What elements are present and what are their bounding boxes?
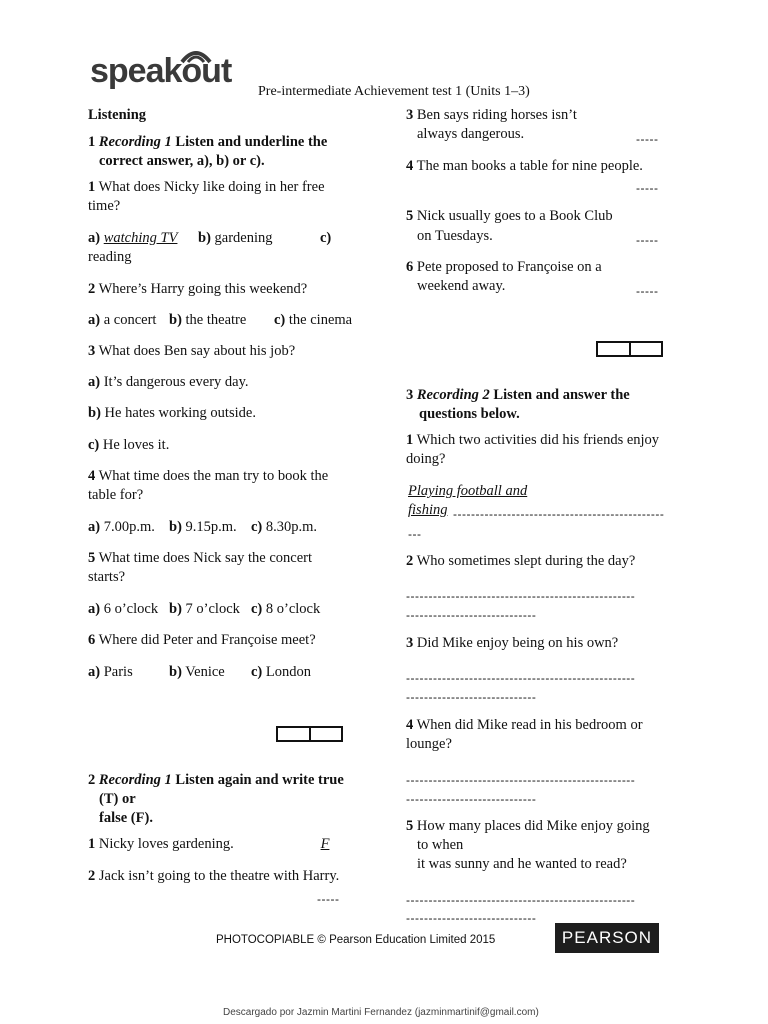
q2-item-2-blank[interactable]: ----- — [317, 892, 340, 906]
q1-item-4: 4 What time does the man try to book the — [88, 468, 329, 484]
q3-item-1-line[interactable]: ----------------------------------------------- — [453, 507, 665, 521]
q3-item-2: 2 Who sometimes slept during the day? — [406, 553, 636, 569]
q2-item-1: 1 Nicky loves gardening. — [88, 836, 234, 852]
q2-item-2: 2 Jack isn’t going to the theatre with Harry. — [88, 868, 340, 884]
score-box-q1 — [276, 726, 343, 742]
q1-item-1: 1 What does Nicky like doing in her free — [88, 179, 325, 195]
tf-item-4-blank[interactable]: ----- — [636, 181, 659, 195]
q1-item-5: 5 What time does Nick say the concert — [88, 550, 313, 566]
q2-heading: 2 Recording 1 Listen again and write true — [88, 772, 344, 788]
logo-wave-icon — [176, 44, 216, 64]
tf-item-6-blank[interactable]: ----- — [636, 284, 659, 298]
tf-item-5: 5 Nick usually goes to a Book Club — [406, 208, 613, 224]
q1-heading: 1 Recording 1 Listen and underline the — [88, 134, 328, 150]
q3-item-3: 3 Did Mike enjoy being on his own? — [406, 635, 619, 651]
q1-answers-1: a) watching TV — [88, 230, 178, 246]
q3-item-1: 1 Which two activities did his friends enjoy — [406, 432, 660, 448]
q3-heading: 3 Recording 2 Listen and answer the — [406, 387, 630, 403]
score-box-q2 — [596, 341, 663, 357]
pearson-logo: PEARSON — [555, 923, 659, 953]
q2-item-1-answer: F — [320, 836, 330, 852]
tf-item-6: 6 Pete proposed to Françoise on a — [406, 259, 602, 275]
logo-text: speakout — [90, 52, 232, 90]
q3-item-5-line[interactable]: --------------------------------------------------- — [406, 893, 636, 907]
q1-item-3: 3 What does Ben say about his job? — [88, 343, 296, 359]
q3-item-2-line[interactable]: --------------------------------------------------- — [406, 589, 636, 603]
q3-item-1-answer: Playing football and — [408, 483, 528, 499]
tf-item-3: 3 Ben says riding horses isn’t — [406, 107, 577, 123]
tf-item-4: 4 The man books a table for nine people. — [406, 158, 643, 174]
q3-item-5: 5 How many places did Mike enjoy going — [406, 818, 650, 834]
q1-item-1-cont: time? — [88, 198, 121, 214]
q3-item-4: 4 When did Mike read in his bedroom or — [406, 717, 643, 733]
tf-item-3-blank[interactable]: ----- — [636, 132, 659, 146]
selected-answer: watching TV — [103, 230, 178, 246]
speakout-logo — [90, 52, 231, 91]
q1-heading-line2: correct answer, a), b) or c). — [99, 153, 265, 169]
q1-item-6: 6 Where did Peter and Françoise meet? — [88, 632, 316, 648]
q3-item-3-line[interactable]: --------------------------------------------------- — [406, 671, 636, 685]
tf-item-5-blank[interactable]: ----- — [636, 233, 659, 247]
download-note: Descargado por Jazmin Martini Fernandez (jazminmartinif@gmail.com) — [223, 1007, 539, 1018]
q1-item-2: 2 Where’s Harry going this weekend? — [88, 281, 308, 297]
q3-item-4-line[interactable]: --------------------------------------------------- — [406, 773, 636, 787]
section-title: Listening — [88, 107, 147, 123]
test-subtitle: Pre-intermediate Achievement test 1 (Units 1–3) — [258, 84, 530, 99]
copyright-notice: PHOTOCOPIABLE © Pearson Education Limited 2015 — [216, 934, 496, 946]
